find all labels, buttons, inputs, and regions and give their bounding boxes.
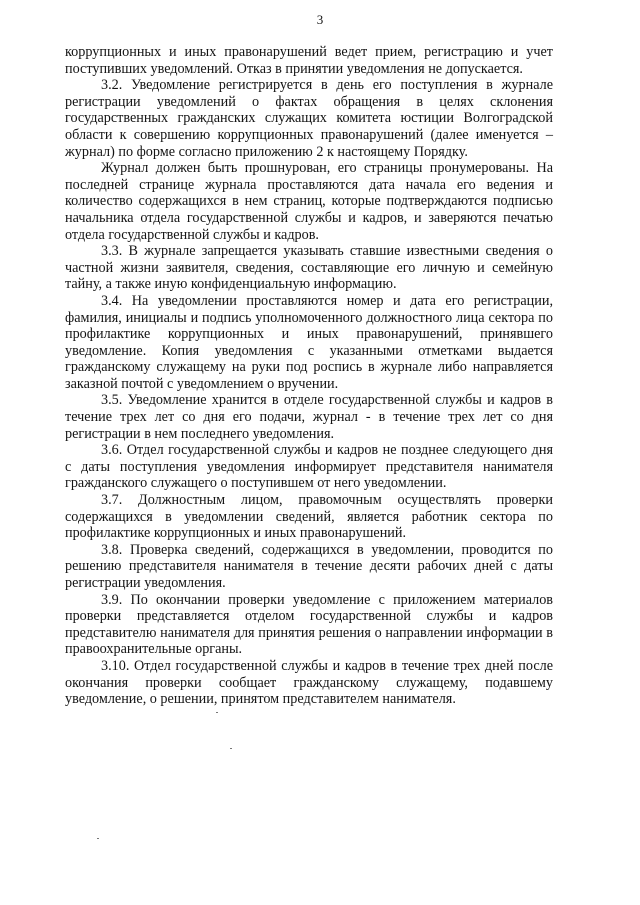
paragraph-continuation: коррупционных и иных правонарушений ведет прием, регистрацию и учет поступивших уведомлений. Отказ в принятии уведомления не допускается. [65, 44, 553, 77]
paragraph-3-10: 3.10. Отдел государственной службы и кадров в течение трех дней после окончания проверки сообщает гражданскому служащему, подавшему уведомление, о решении, принятом представителем нанимателя. [65, 657, 553, 708]
scan-speck [230, 748, 232, 749]
scan-speck [97, 838, 99, 839]
page-number: 3 [316, 12, 324, 27]
paragraph-3-6: 3.6. Отдел государственной службы и кадров не позднее следующего дня с даты поступления уведомления информирует представителя нанимателя гражданского служащего о поступившем от него уведомлении. [65, 442, 553, 492]
paragraph-3-2: 3.2. Уведомление регистрируется в день его поступления в журнале регистрации уведомлений о фактах обращения в целях склонения государственных гражданских служащих комитета юстиции Волгоградской области к совершению коррупционных правонарушений (далее именуется – журнал) по форме согласно приложению 2 к настоящему Порядку. [65, 77, 553, 160]
paragraph-3-5: 3.5. Уведомление хранится в отделе государственной службы и кадров в течение трех лет со дня его подачи, журнал - в течение трех лет со дня регистрации в нем последнего уведомления. [65, 392, 553, 442]
paragraph-journal-binding: Журнал должен быть прошнурован, его страницы пронумерованы. На последней странице журнала проставляются дата начала его ведения и количество содержащихся в нем страниц, которые подтверждаются подписью начальника отдела государственной службы и кадров, и заверяются печатью отдела государственной службы и кадров. [65, 160, 553, 243]
paragraph-3-9: 3.9. По окончании проверки уведомление с приложением материалов проверки представляется отделом государственной службы и кадров представителю нанимателя для принятия решения о направлении информации в правоохранительные органы. [65, 591, 553, 658]
document-body [65, 44, 553, 708]
paragraph-3-8: 3.8. Проверка сведений, содержащихся в уведомлении, проводится по решению представителя нанимателя в течение десяти рабочих дней с даты регистрации уведомления. [65, 541, 553, 591]
paragraph-3-4: 3.4. На уведомлении проставляются номер и дата его регистрации, фамилия, инициалы и подпись уполномоченного должностного лица сектора по профилактике коррупционных и иных правонарушений, принявшего уведомление. Копия уведомления с указанными отметками выдается гражданскому служащему на руки под роспись в журнале либо направляется заказной почтой с уведомлением о вручении. [65, 292, 553, 392]
paragraph-3-7: 3.7. Должностным лицом, правомочным осуществлять проверки содержащихся в уведомлении сведений, является работник сектора по профилактике коррупционных и иных правонарушений. [65, 492, 553, 542]
paragraph-3-3: 3.3. В журнале запрещается указывать ставшие известными сведения о частной жизни заявителя, сведения, составляющие его личную и семейную тайну, а также иную конфиденциальную информацию. [65, 243, 553, 293]
scan-speck [216, 712, 218, 713]
